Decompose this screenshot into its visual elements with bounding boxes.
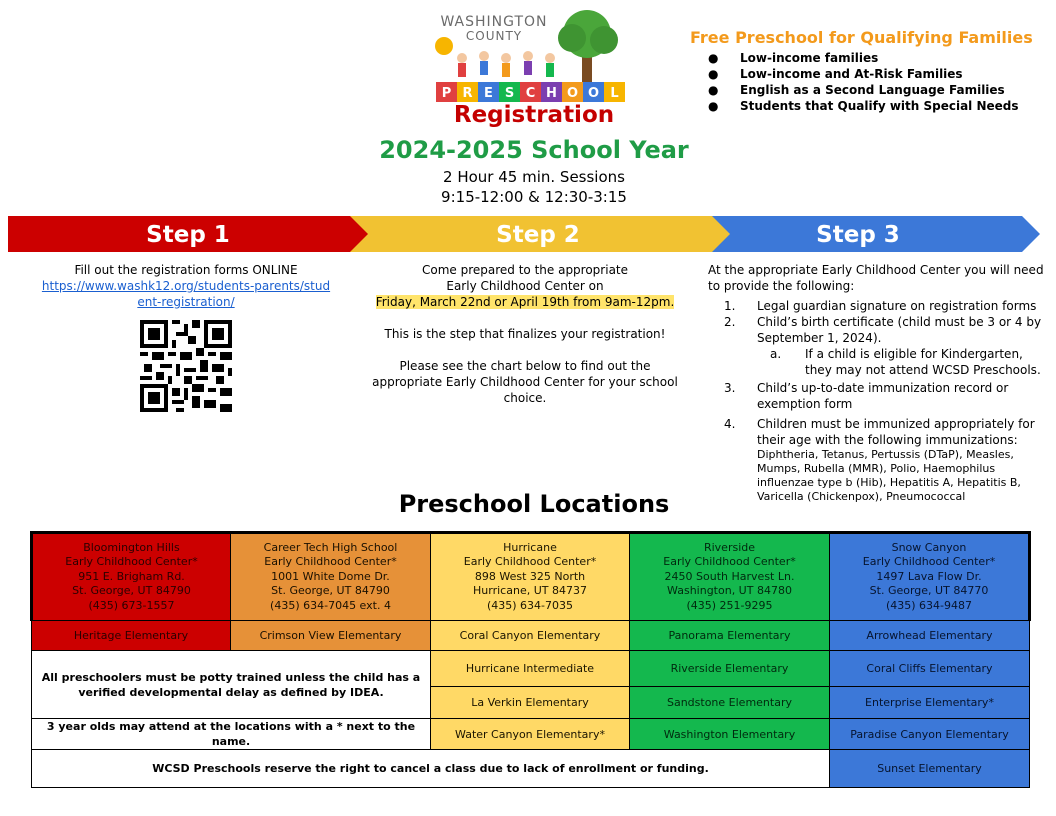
preschool-locations-title: Preschool Locations [398, 490, 670, 518]
school-cell: Sandstone Elementary [630, 687, 830, 719]
list-item-text: Students that Qualify with Special Needs [740, 99, 1019, 113]
bullet-icon: ● [708, 67, 719, 81]
list-number: 2. [724, 315, 736, 329]
center-riverside [630, 533, 830, 621]
center-career-tech [231, 533, 431, 621]
school-cell: Coral Cliffs Elementary [830, 651, 1030, 687]
center-phone: (435) 634-7045 ext. 4 [270, 598, 391, 612]
step2-intro [370, 262, 680, 310]
center-type: Early Childhood Center* [463, 555, 597, 569]
center-city: St. George, UT 84770 [869, 584, 989, 598]
center-address: 2450 South Harvest Ln. [664, 569, 795, 583]
table-row [32, 651, 1030, 687]
table-row [32, 719, 1030, 750]
center-address: 951 E. Brigham Rd. [78, 569, 185, 583]
list-item-text: Low-income and At-Risk Families [740, 67, 963, 81]
logo-text-county: COUNTY [465, 29, 523, 43]
list-item-text: If a child is eligible for Kindergarten, they may not attend WCSD Preschools. [805, 347, 1041, 377]
school-cell: Sunset Elementary [830, 750, 1030, 788]
list-item [708, 314, 1048, 346]
center-bloomington-hills [32, 533, 231, 621]
center-type: Early Childhood Center* [663, 555, 796, 569]
logo-block-letter: S [504, 86, 515, 101]
table-row [32, 750, 1030, 788]
cancel-class-note: WCSD Preschools reserve the right to cancel a class due to lack of enrollment or funding. [32, 750, 830, 788]
logo-block-letter: R [462, 86, 473, 101]
step2-line2: Early Childhood Center on [446, 279, 604, 293]
registration-link-continued[interactable]: ent-registration/ [137, 295, 235, 309]
center-phone: (435) 673-1557 [88, 598, 175, 612]
session-length: 2 Hour 45 min. Sessions [443, 168, 625, 186]
school-cell: Water Canyon Elementary* [431, 719, 630, 750]
center-city: St. George, UT 84790 [271, 584, 390, 598]
qr-code-icon[interactable] [140, 320, 232, 412]
logo-block-letter: H [546, 86, 557, 101]
step2-label: Step 2 [496, 222, 580, 248]
center-type: Early Childhood Center* [65, 555, 198, 569]
list-number: 4. [724, 417, 736, 431]
step3-intro: At the appropriate Early Childhood Center you will need to provide the following: [708, 263, 1044, 293]
three-year-olds-note: 3 year olds may attend at the locations with a * next to the name. [32, 719, 431, 750]
school-cell: Arrowhead Elementary [830, 621, 1030, 651]
center-name: Riverside [703, 540, 756, 554]
school-cell: Hurricane Intermediate [431, 651, 630, 687]
table-row [32, 533, 1030, 621]
step2-line1: Come prepared to the appropriate [421, 263, 629, 277]
school-cell: Crimson View Elementary [231, 621, 431, 651]
list-item [708, 98, 1019, 114]
center-name: Bloomington Hills [83, 540, 180, 554]
school-cell: Enterprise Elementary* [830, 687, 1030, 719]
logo-block-letter: O [566, 86, 579, 101]
school-year-title: 2024-2025 School Year [379, 136, 689, 164]
logo-block-letter: P [441, 86, 452, 101]
immunization-list: Diphtheria, Tetanus, Pertussis (DTaP), Measles, Mumps, Rubella (MMR), Polio, Haemophilus influenzae type b (Hib), Hepatitis A, Hepatitis B, Varicella (Chickenpox), Pneumococcal [757, 448, 1021, 503]
list-item [708, 380, 1048, 412]
free-preschool-title: Free Preschool for Qualifying Families [690, 28, 1033, 47]
table-row [32, 621, 1030, 651]
center-name: Career Tech High School [263, 540, 398, 554]
bullet-icon: ● [708, 99, 719, 113]
list-item-text: Low-income families [740, 51, 879, 65]
list-item-text: Children must be immunized appropriately for their age with the following immunizations: [757, 417, 1035, 447]
center-address: 1001 White Dome Dr. [271, 569, 390, 583]
preschool-blocks [436, 82, 625, 102]
step3-label: Step 3 [816, 222, 900, 248]
list-item-text: Child’s birth certificate (child must be 3 or 4 by September 1, 2024). [757, 315, 1042, 345]
school-cell: Riverside Elementary [630, 651, 830, 687]
step1-label: Step 1 [146, 222, 230, 248]
bullet-icon: ● [708, 51, 719, 65]
logo-graphic [432, 8, 628, 104]
list-number: a. [770, 347, 782, 361]
center-city: Washington, UT 84780 [667, 584, 792, 598]
school-cell: Washington Elementary [630, 719, 830, 750]
center-type: Early Childhood Center* [264, 555, 397, 569]
center-name: Snow Canyon [891, 540, 967, 554]
center-city: St. George, UT 84790 [72, 584, 191, 598]
list-item-text: Legal guardian signature on registration forms [757, 299, 1037, 313]
list-item [708, 66, 1019, 82]
logo-block-letter: E [484, 86, 493, 101]
washington-county-preschool-logo [432, 8, 628, 104]
center-type: Early Childhood Center* [862, 555, 996, 569]
step2-chart-text: Please see the chart below to find out the appropriate Early Childhood Center for your school choice. [372, 359, 678, 405]
center-phone: (435) 634-9487 [885, 598, 973, 612]
logo-block-letter: L [610, 86, 619, 101]
list-sub-item [708, 346, 1048, 378]
center-name: Hurricane [503, 540, 557, 554]
school-cell: Heritage Elementary [32, 621, 231, 651]
step2-finalize-text: This is the step that finalizes your registration! [384, 327, 666, 341]
school-cell: Paradise Canyon Elementary [830, 719, 1030, 750]
step3-content [708, 262, 1048, 504]
center-snow-canyon [830, 533, 1030, 621]
potty-trained-note: All preschoolers must be potty trained unless the child has a verified developmental delay as defined by IDEA. [32, 651, 431, 719]
school-cell: La Verkin Elementary [431, 687, 630, 719]
step1-text: Fill out the registration forms ONLINE [74, 263, 298, 277]
list-item-text: English as a Second Language Families [740, 83, 1005, 97]
free-preschool-list [708, 50, 1019, 114]
center-address: 1497 Lava Flow Dr. [876, 569, 982, 583]
bullet-icon: ● [708, 83, 719, 97]
school-cell: Panorama Elementary [630, 621, 830, 651]
center-phone: (435) 634-7035 [486, 598, 574, 612]
logo-block-letter: C [525, 86, 536, 101]
registration-link[interactable]: https://www.washk12.org/students-parents/stud [41, 279, 331, 293]
list-item [708, 298, 1048, 314]
registration-title: Registration [453, 102, 615, 128]
logo-block-letter: O [587, 86, 600, 101]
center-hurricane [431, 533, 630, 621]
session-times: 9:15-12:00 & 12:30-3:15 [441, 188, 627, 206]
list-item [708, 82, 1019, 98]
list-number: 1. [724, 299, 736, 313]
logo-text-washington: WASHINGTON [440, 14, 548, 30]
school-cell: Coral Canyon Elementary [431, 621, 630, 651]
list-item [708, 50, 1019, 66]
locations-table [30, 531, 1031, 788]
registration-dates: Friday, March 22nd or April 19th from 9am-12pm. [375, 295, 675, 309]
list-number: 3. [724, 381, 736, 395]
center-city: Hurricane, UT 84737 [473, 584, 587, 598]
step1-content [40, 262, 332, 310]
step2-content [370, 262, 680, 422]
center-address: 898 West 325 North [474, 569, 586, 583]
center-phone: (435) 251-9295 [686, 598, 773, 612]
list-item-text: Child’s up-to-date immunization record or exemption form [757, 381, 1009, 411]
